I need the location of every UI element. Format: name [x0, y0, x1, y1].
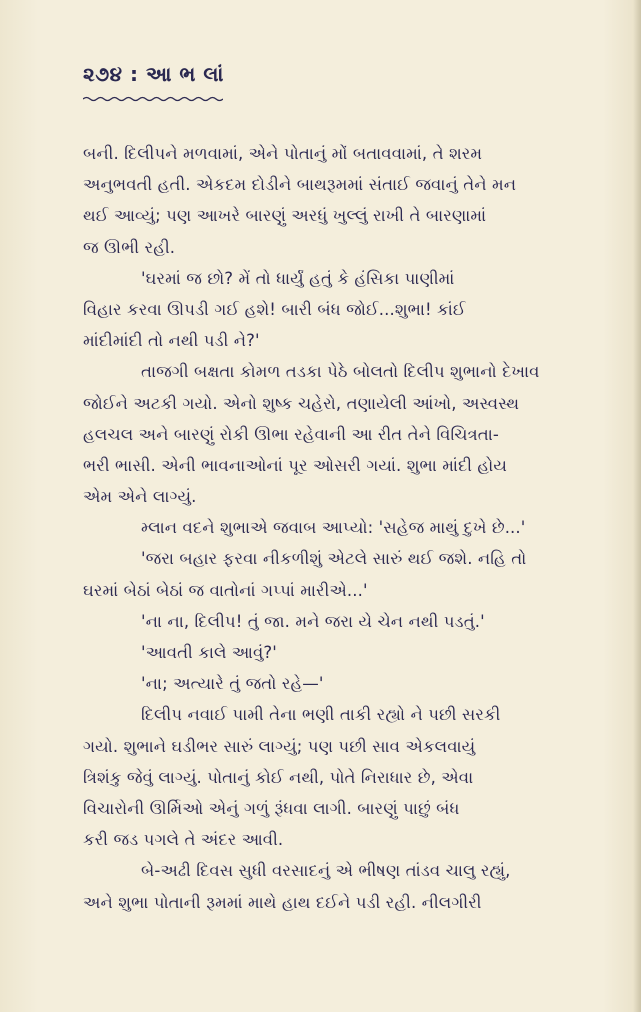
text-line: 'ના ના, દિલીપ! તું જા. મને જરા યે ચેન નથી પડતું.' — [141, 611, 485, 631]
text-line: તાજગી બક્ષતા કોમળ તડકા પેઠે બોલતો દિલીપ શુભાનો દેખાવ — [141, 362, 540, 382]
header-wavy-underline — [83, 96, 223, 102]
text-line: માંદીમાંદી તો નથી પડી ને?' — [83, 331, 260, 351]
text-line: 'ઘરમાં જ છો? મેં તો ધાર્યું હતું કે હંસિકા પાણીમાં — [141, 268, 455, 288]
text-line: 'ના; અત્યારે તું જતો રહે—' — [141, 674, 324, 694]
text-line: ગયો. શુભાને ઘડીભર સારું લાગ્યું; પણ પછી સાવ એકલવાયું — [83, 736, 476, 756]
page-edge-shadow — [633, 0, 641, 1012]
text-line: બની. દિલીપને મળવામાં, એને પોતાનું મોં બતાવવામાં, તે શરમ — [83, 144, 483, 163]
text-line: 'આવતી કાલે આવું?' — [141, 643, 277, 662]
text-line: વિહાર કરવા ઊપડી ગઈ હશે! બારી બંધ જોઈ...શુભા! કાંઈ — [83, 299, 466, 319]
text-line: અનુભવતી હતી. એકદમ દોડીને બાથરૂમમાં સંતાઈ જવાનું તેને મન — [83, 175, 517, 195]
text-line: ઘરમાં બેઠાં બેઠાં જ વાતોનાં ગપ્પાં મારીએ...' — [83, 580, 368, 600]
text-line: કરી જડ પગલે તે અંદર આવી. — [83, 830, 284, 850]
text-line: બે-અઢી દિવસ સુધી વરસાદનું એ ભીષણ તાંડવ ચાલુ રહ્યું, — [141, 861, 511, 881]
text-line: 'જરા બહાર ફરવા નીકળીશું એટલે સારું થઈ જશે. નહિ તો — [141, 549, 527, 569]
body-text — [83, 138, 613, 918]
page-header: ૨૭૪ : આ ભ લાં — [83, 62, 224, 86]
text-line: હલચલ અને બારણું રોકી ઊભા રહેવાની આ રીત તેને વિચિત્રતા- — [83, 424, 499, 444]
text-line: અને શુભા પોતાની રૂમમાં માથે હાથ દઈને પડી રહી. નીલગીરી — [83, 892, 482, 912]
text-line: મ્લાન વદને શુભાએ જવાબ આપ્યો: 'સહેજ માથું દુખે છે...' — [141, 518, 526, 538]
text-line: એમ એને લાગ્યું. — [83, 487, 197, 507]
text-line: જ ઊભી રહી. — [83, 237, 176, 257]
text-line: જોઈને અટકી ગયો. એનો શુષ્ક ચહેરો, તણાયેલી આંખો, અસ્વસ્થ — [83, 393, 520, 413]
text-line: વિચારોની ઊર્મિઓ એનું ગળું રૂંધવા લાગી. બારણું પાછું બંધ — [83, 798, 460, 818]
text-line: ભરી ભાસી. એની ભાવનાઓનાં પૂર ઓસરી ગયાં. શુભા માંદી હોય — [83, 455, 507, 475]
text-line: થઈ આવ્યું; પણ આખરે બારણું અરધું ખુલ્લું રાખી તે બારણામાં — [83, 206, 487, 226]
text-line: ત્રિશંકુ જેવું લાગ્યું. પોતાનું કોઈ નથી, પોતે નિરાધાર છે, એવા — [83, 767, 474, 787]
text-line: દિલીપ નવાઈ પામી તેના ભણી તાકી રહ્યો ને પછી સરકી — [141, 705, 501, 725]
